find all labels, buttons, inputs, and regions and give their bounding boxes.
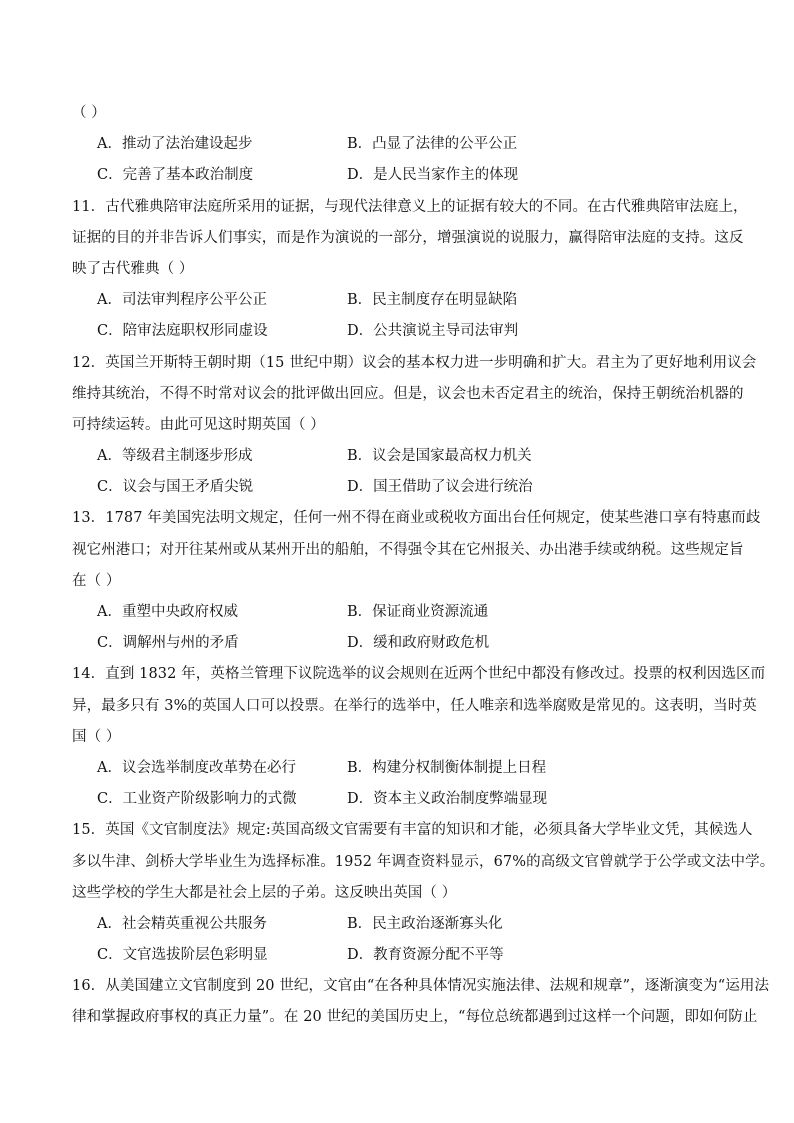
q11-option-a[interactable]: A．司法审判程序公平公正 bbox=[97, 292, 267, 309]
q14-options-row-1 bbox=[72, 753, 722, 784]
q12-stem-line-3: 可持续运转。由此可见这时期英国（ ） bbox=[72, 416, 325, 433]
q11-option-c[interactable]: C．陪审法庭职权形同虚设 bbox=[97, 323, 268, 340]
q11-stem-line-2: 证据的目的并非告诉人们事实，而是作为演说的一部分，增强演说的说服力，赢得陪审法庭的支持。这反 bbox=[72, 229, 744, 246]
q13-options-row-2 bbox=[72, 628, 722, 659]
q12-options-row-1 bbox=[72, 441, 722, 472]
q12-option-c[interactable]: C．议会与国王矛盾尖锐 bbox=[97, 479, 254, 496]
q13-option-a[interactable]: A．重塑中央政府权威 bbox=[97, 604, 238, 620]
q13-option-d[interactable]: D．缓和政府财政危机 bbox=[347, 635, 490, 652]
q15-option-d[interactable]: D．教育资源分配不平等 bbox=[347, 947, 504, 964]
q15-stem-line-2: 多以牛津、剑桥大学毕业生为选择标准。1952 年调查资料显示，67%的高级文官曾就学于公学或文法中学。 bbox=[72, 853, 775, 870]
q13-stem-line-2: 视它州港口；对开往某州或从某州开出的船舶，不得强令其在它州报关、办出港手续或纳税。这些规定旨 bbox=[72, 541, 744, 558]
q10-tail: （ ） bbox=[72, 105, 106, 121]
q11-stem-line-1: 11．古代雅典陪审法庭所采用的证据，与现代法律意义上的证据有较大的不同。在古代雅典陪审法庭上， bbox=[72, 198, 748, 215]
q10-options-row-2 bbox=[72, 160, 722, 191]
q15-option-c[interactable]: C．文官选拔阶层色彩明显 bbox=[97, 947, 268, 964]
q12-option-b[interactable]: B．议会是国家最高权力机关 bbox=[347, 448, 532, 465]
q14-option-d[interactable]: D．资本主义政治制度弊端显现 bbox=[347, 791, 548, 808]
q12-option-d[interactable]: D．国王借助了议会进行统治 bbox=[347, 479, 533, 496]
q11-options-row-2 bbox=[72, 316, 722, 347]
q10-option-d[interactable]: D．是人民当家作主的体现 bbox=[347, 167, 519, 184]
q16-stem-line-1: 16．从美国建立文官制度到 20 世纪，文官由“在各种具体情况实施法律、法规和规章”，逐渐演变为“运用法 bbox=[72, 978, 770, 995]
q10-option-b[interactable]: B．凸显了法律的公平公正 bbox=[347, 136, 518, 153]
q13-stem-line-1: 13．1787 年美国宪法明文规定，任何一州不得在商业或税收方面出台任何规定，使某些港口享有特惠而歧 bbox=[72, 510, 761, 527]
q14-stem-line-3: 国（ ） bbox=[72, 728, 121, 745]
q15-stem-line-1: 15．英国《文官制度法》规定:英国高级文官需要有丰富的知识和才能，必须具备大学毕业文凭，其候选人 bbox=[72, 822, 753, 839]
q15-options-row-2 bbox=[72, 940, 722, 971]
q11-option-d[interactable]: D．公共演说主导司法审判 bbox=[347, 323, 519, 340]
q14-option-b[interactable]: B．构建分权制衡体制提上日程 bbox=[347, 759, 547, 776]
q14-stem-line-1: 14．直到 1832 年，英格兰管理下议院选举的议会规则在近两个世纪中都没有修改过。投票的权利因选区而 bbox=[72, 666, 766, 683]
q11-option-b[interactable]: B．民主制度存在明显缺陷 bbox=[347, 292, 518, 309]
q12-stem-line-1: 12．英国兰开斯特王朝时期（15 世纪中期）议会的基本权力进一步明确和扩大。君主为了更好地利用议会 bbox=[72, 354, 757, 371]
q11-stem-line-3: 映了古代雅典（ ） bbox=[72, 260, 194, 277]
q15-stem-line-3: 这些学校的学生大都是社会上层的子弟。这反映出英国（ ） bbox=[72, 884, 457, 901]
q16-stem-line-2: 律和掌握政府事权的真正力量”。在 20 世纪的美国历史上，“每位总统都遇到过这样一个问题，即如何防止 bbox=[72, 1009, 758, 1026]
q13-options-row-1 bbox=[72, 597, 722, 628]
q15-option-a[interactable]: A．社会精英重视公共服务 bbox=[97, 915, 267, 932]
q14-stem-line-2: 异，最多只有 3%的英国人口可以投票。在举行的选举中，任人唯亲和选举腐败是常见的。这表明，当时英 bbox=[72, 697, 757, 714]
exam-page bbox=[72, 98, 775, 1034]
q12-stem-line-2: 维持其统治，不得不时常对议会的批评做出回应。但是，议会也未否定君主的统治，保持王朝统治机器的 bbox=[72, 385, 744, 402]
q13-option-c[interactable]: C．调解州与州的矛盾 bbox=[97, 635, 239, 652]
q10-option-c[interactable]: C．完善了基本政治制度 bbox=[97, 167, 254, 184]
q13-stem-line-3: 在（ ） bbox=[72, 572, 121, 589]
q14-option-c[interactable]: C．工业资产阶级影响力的式微 bbox=[97, 791, 297, 808]
q14-option-a[interactable]: A．议会选举制度改革势在必行 bbox=[97, 759, 296, 776]
q11-options-row-1 bbox=[72, 285, 722, 316]
q12-options-row-2 bbox=[72, 472, 722, 503]
q14-options-row-2 bbox=[72, 784, 722, 815]
q10-option-a[interactable]: A．推动了法治建设起步 bbox=[97, 136, 253, 153]
q13-option-b[interactable]: B．保证商业资源流通 bbox=[347, 604, 489, 620]
q12-option-a[interactable]: A．等级君主制逐步形成 bbox=[97, 448, 253, 465]
q15-option-b[interactable]: B．民主政治逐渐寡头化 bbox=[347, 915, 503, 932]
q15-options-row-1 bbox=[72, 909, 722, 940]
q10-options-row-1 bbox=[72, 129, 722, 160]
